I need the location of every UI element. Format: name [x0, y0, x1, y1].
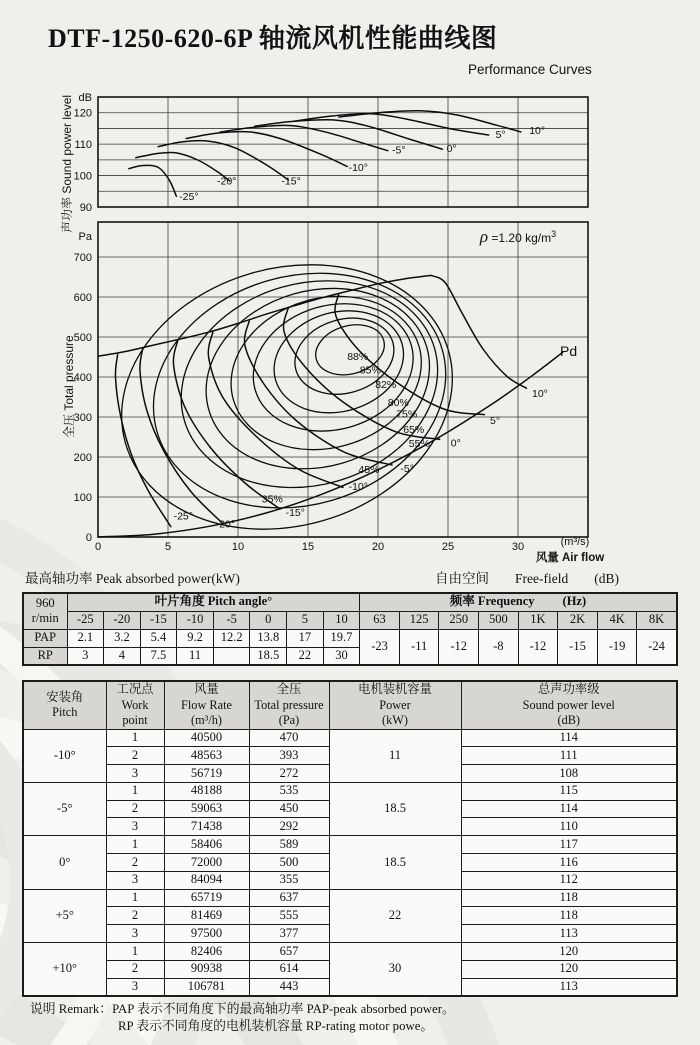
table-row	[23, 611, 677, 629]
pq-curve-label: -5°	[400, 462, 414, 475]
sound-curve-label: -20°	[217, 175, 237, 188]
column-header-2: 风量 Flow Rate (m³/h)	[164, 681, 249, 729]
flow-rate-cell: 59063	[164, 800, 249, 818]
x-tick-label: 30	[511, 541, 525, 553]
efficiency-contour-80%	[238, 285, 428, 449]
pq-curve-label: 0°	[450, 437, 461, 450]
frequency-band-col: 4K	[597, 611, 637, 629]
x-tick-label: 15	[301, 541, 315, 553]
pitch-cell: +10°	[23, 943, 106, 996]
efficiency-label: 82%	[375, 379, 397, 392]
pressure-chart-ylabel: 全压 Total pressure	[62, 335, 76, 438]
frequency-band-col: 125	[399, 611, 439, 629]
work-point-cell: 3	[106, 978, 164, 996]
work-point-cell: 3	[106, 925, 164, 943]
pitch-angle-col: 5	[287, 611, 324, 629]
sound-level-cell: 117	[461, 836, 677, 854]
pitch-angle-col: -25	[67, 611, 104, 629]
peak-power-caption: 最高轴功率 Peak absorbed power(kW)	[25, 571, 240, 586]
pap-row-label: PAP	[23, 629, 67, 647]
frequency-header: 频率 Frequency (Hz)	[360, 593, 677, 611]
power-cell: 18.5	[329, 782, 461, 835]
rp-value: 3	[67, 647, 104, 665]
sound-curve-label: 5°	[495, 128, 506, 141]
pq-curve-label: 5°	[490, 415, 501, 428]
pap-value: 3.2	[104, 629, 141, 647]
total-pressure-cell: 355	[249, 871, 329, 889]
sound-curve--10°	[186, 132, 347, 167]
efficiency-label: 35%	[261, 493, 283, 506]
pap-value: 2.1	[67, 629, 104, 647]
rp-value: 11	[177, 647, 214, 665]
pitch-angle-col: -15	[140, 611, 177, 629]
pitch-angle-col: 0	[250, 611, 287, 629]
plot-frame	[98, 222, 588, 537]
performance-table	[22, 680, 678, 997]
free-field-caption	[435, 567, 619, 587]
pitch-angle-col: -20	[104, 611, 141, 629]
x-tick-label: 5	[164, 541, 172, 553]
frequency-band-col: 2K	[558, 611, 598, 629]
frequency-value: -23	[360, 629, 400, 665]
sound-level-cell: 120	[461, 960, 677, 978]
work-point-cell: 1	[106, 836, 164, 854]
pap-value: 19.7	[323, 629, 360, 647]
work-point-cell: 3	[106, 765, 164, 783]
pitch-cell: -10°	[23, 729, 106, 782]
table-row	[23, 943, 677, 961]
efficiency-label: 88%	[347, 350, 369, 363]
frequency-value: -15	[558, 629, 598, 665]
y-tick-label: 200	[73, 452, 92, 464]
work-point-cell: 2	[106, 960, 164, 978]
sound-level-cell: 114	[461, 729, 677, 747]
column-header-3: 全压 Total pressure (Pa)	[249, 681, 329, 729]
remark-line-1: 说明 Remark：PAP 表示不同角度下的最高轴功率 PAP-peak absorbed power。	[30, 1002, 455, 1016]
y-tick-label: 600	[73, 292, 92, 304]
sound-level-cell: 116	[461, 854, 677, 872]
frequency-band-col: 500	[479, 611, 519, 629]
sound-curve-0°	[255, 120, 443, 149]
frequency-band-col: 250	[439, 611, 479, 629]
table-row	[23, 729, 677, 747]
y-tick-label: 0	[85, 532, 92, 544]
airflow-unit: (m³/s)	[560, 536, 590, 548]
flow-rate-cell: 90938	[164, 960, 249, 978]
flow-rate-cell: 82406	[164, 943, 249, 961]
pq-curve-label: 10°	[532, 388, 548, 400]
power-cell: 30	[329, 943, 461, 996]
sound-curve-label: -10°	[348, 161, 368, 174]
table-row	[23, 629, 677, 647]
pq-curve-label: -25°	[173, 510, 193, 523]
y-tick-label: 120	[73, 107, 92, 120]
efficiency-contour-45%	[125, 240, 473, 542]
sound-level-cell: 114	[461, 800, 677, 818]
pitch-angle-col: -5	[213, 611, 250, 629]
frequency-value: -12	[439, 629, 479, 665]
total-pressure-cell: 443	[249, 978, 329, 996]
sound-curve-label: 10°	[529, 125, 546, 138]
work-point-cell: 2	[106, 907, 164, 925]
work-point-cell: 1	[106, 729, 164, 747]
pq-curve-label: -10°	[348, 480, 368, 493]
table-row	[23, 593, 677, 611]
y-tick-label: 300	[73, 412, 92, 424]
sound-level-cell: 108	[461, 765, 677, 783]
sound-level-cell: 118	[461, 907, 677, 925]
pitch-cell: +5°	[23, 889, 106, 942]
sound-curve-label: 0°	[446, 143, 457, 155]
efficiency-label: 80%	[387, 397, 409, 410]
efficiency-label: 55%	[408, 438, 430, 450]
frequency-value: -11	[399, 629, 439, 665]
peak-power-table	[22, 592, 678, 666]
pd-label: Pd	[560, 343, 578, 360]
work-point-cell: 3	[106, 871, 164, 889]
sound-level-cell: 118	[461, 889, 677, 907]
work-point-cell: 1	[106, 943, 164, 961]
y-tick-label: 110	[74, 139, 92, 152]
y-tick-label: 400	[73, 372, 92, 384]
table-row	[23, 782, 677, 800]
total-pressure-cell: 393	[249, 747, 329, 765]
total-pressure-cell: 272	[249, 765, 329, 783]
frequency-band-col: 1K	[518, 611, 558, 629]
pq-curve--5°	[244, 321, 392, 465]
pitch-angle-col: 10	[323, 611, 360, 629]
frequency-value: -8	[479, 629, 519, 665]
column-header-4: 电机装机容量 Power (kW)	[329, 681, 461, 729]
frequency-value: -12	[518, 629, 558, 665]
total-pressure-cell: 555	[249, 907, 329, 925]
y-tick-label: 500	[73, 332, 92, 344]
work-point-cell: 3	[106, 818, 164, 836]
total-pressure-cell: 614	[249, 960, 329, 978]
sound-level-cell: 112	[461, 871, 677, 889]
x-tick-label: 0	[94, 541, 102, 553]
frequency-value: -19	[597, 629, 637, 665]
rp-value: 30	[323, 647, 360, 665]
stall-boundary-curve	[98, 275, 431, 356]
y-tick-label: 700	[73, 252, 92, 264]
table-row	[23, 836, 677, 854]
pitch-angle-header: 叶片角度 Pitch angle°	[67, 593, 360, 611]
flow-rate-cell: 40500	[164, 729, 249, 747]
pq-curve-label: -20°	[215, 518, 235, 531]
rp-row-label: RP	[23, 647, 67, 665]
efficiency-label: 85%	[359, 364, 381, 377]
total-pressure-cell: 470	[249, 729, 329, 747]
y-tick-label: 100	[73, 492, 92, 504]
pap-value: 17	[287, 629, 324, 647]
pq-curve--15°	[173, 340, 280, 509]
pitch-cell: -5°	[23, 782, 106, 835]
table-row	[23, 681, 677, 729]
sound-curve-label: -15°	[281, 175, 301, 188]
flow-rate-cell: 81469	[164, 907, 249, 925]
sound-curve-label: -5°	[392, 144, 406, 157]
column-header-0: 安装角 Pitch	[23, 681, 106, 729]
flow-rate-cell: 48563	[164, 747, 249, 765]
efficiency-label: 65%	[403, 424, 425, 436]
rp-value: 22	[287, 647, 324, 665]
y-unit-label: Pa	[78, 231, 92, 243]
pq-curve-label: -15°	[285, 506, 305, 519]
x-tick-label: 20	[371, 541, 385, 553]
total-pressure-cell: 589	[249, 836, 329, 854]
frequency-band-col: 8K	[637, 611, 677, 629]
total-pressure-cell: 637	[249, 889, 329, 907]
y-tick-label: 90	[79, 202, 92, 214]
work-point-cell: 2	[106, 854, 164, 872]
total-pressure-cell: 377	[249, 925, 329, 943]
total-pressure-cell: 657	[249, 943, 329, 961]
sound-curve--20°	[136, 152, 230, 180]
power-cell: 11	[329, 729, 461, 782]
free-field-en: Free-field	[515, 571, 569, 586]
free-field-unit: (dB)	[594, 571, 619, 586]
pap-value: 9.2	[177, 629, 214, 647]
sound-level-cell: 110	[461, 818, 677, 836]
column-header-1: 工况点 Work point	[106, 681, 164, 729]
pq-curve--10°	[208, 332, 343, 487]
power-cell: 22	[329, 889, 461, 942]
sound-level-cell: 115	[461, 782, 677, 800]
flow-rate-cell: 65719	[164, 889, 249, 907]
page-subtitle: Performance Curves	[468, 62, 592, 77]
efficiency-contour-55%	[156, 251, 462, 517]
frequency-value: -24	[637, 629, 677, 665]
x-tick-label: 25	[441, 541, 455, 553]
sound-chart-ylabel: 声功率 Sound power level	[60, 94, 74, 233]
work-point-cell: 1	[106, 782, 164, 800]
total-pressure-cell: 450	[249, 800, 329, 818]
work-point-cell: 1	[106, 889, 164, 907]
pq-curve--25°	[115, 355, 170, 527]
flow-rate-cell: 84094	[164, 871, 249, 889]
pressure-chart	[40, 216, 680, 568]
density-note	[448, 227, 588, 247]
sound-level-cell: 120	[461, 943, 677, 961]
efficiency-label: 75%	[396, 408, 418, 421]
total-pressure-cell: 292	[249, 818, 329, 836]
rp-value: 7.5	[140, 647, 177, 665]
flow-rate-cell: 97500	[164, 925, 249, 943]
airflow-axis-label: 风量 Air flow	[535, 552, 605, 564]
rp-value: 18.5	[250, 647, 287, 665]
y-tick-label: 100	[73, 170, 92, 183]
flow-rate-cell: 106781	[164, 978, 249, 996]
page-title: DTF-1250-620-6P 轴流风机性能曲线图	[48, 24, 498, 53]
flow-rate-cell: 72000	[164, 854, 249, 872]
sound-curve-label: -25°	[179, 190, 199, 203]
table-row	[23, 889, 677, 907]
flow-rate-cell: 71438	[164, 818, 249, 836]
sound-level-cell: 113	[461, 978, 677, 996]
rho-exponent: 3	[551, 229, 557, 239]
remark-line-2: RP 表示不同角度的电机装机容量 RP-rating motor powe。	[118, 1019, 434, 1033]
rho-symbol: ρ	[479, 227, 489, 246]
pap-value: 12.2	[213, 629, 250, 647]
pap-value: 13.8	[250, 629, 287, 647]
rho-value: =1.20 kg/m	[488, 231, 552, 245]
power-cell: 18.5	[329, 836, 461, 889]
efficiency-contour-65%	[185, 263, 452, 495]
frequency-band-col: 63	[360, 611, 400, 629]
sound-level-cell: 113	[461, 925, 677, 943]
column-header-5: 总声功率级 Sound power level (dB)	[461, 681, 677, 729]
flow-rate-cell: 58406	[164, 836, 249, 854]
rpm-cell: 960 r/min	[23, 593, 67, 629]
sound-curve--15°	[158, 141, 288, 180]
pitch-cell: 0°	[23, 836, 106, 889]
pap-value: 5.4	[140, 629, 177, 647]
work-point-cell: 2	[106, 747, 164, 765]
efficiency-label: 45%	[358, 464, 380, 476]
x-tick-label: 10	[231, 541, 245, 553]
total-pressure-cell: 535	[249, 782, 329, 800]
rp-value: 4	[104, 647, 141, 665]
y-unit-label: dB	[78, 92, 92, 104]
flow-rate-cell: 48188	[164, 782, 249, 800]
work-point-cell: 2	[106, 800, 164, 818]
sound-power-chart	[40, 86, 600, 216]
sound-level-cell: 111	[461, 747, 677, 765]
flow-rate-cell: 56719	[164, 765, 249, 783]
rp-value	[213, 647, 250, 665]
total-pressure-cell: 500	[249, 854, 329, 872]
free-field-cn: 自由空间	[435, 571, 489, 586]
pitch-angle-col: -10	[177, 611, 214, 629]
